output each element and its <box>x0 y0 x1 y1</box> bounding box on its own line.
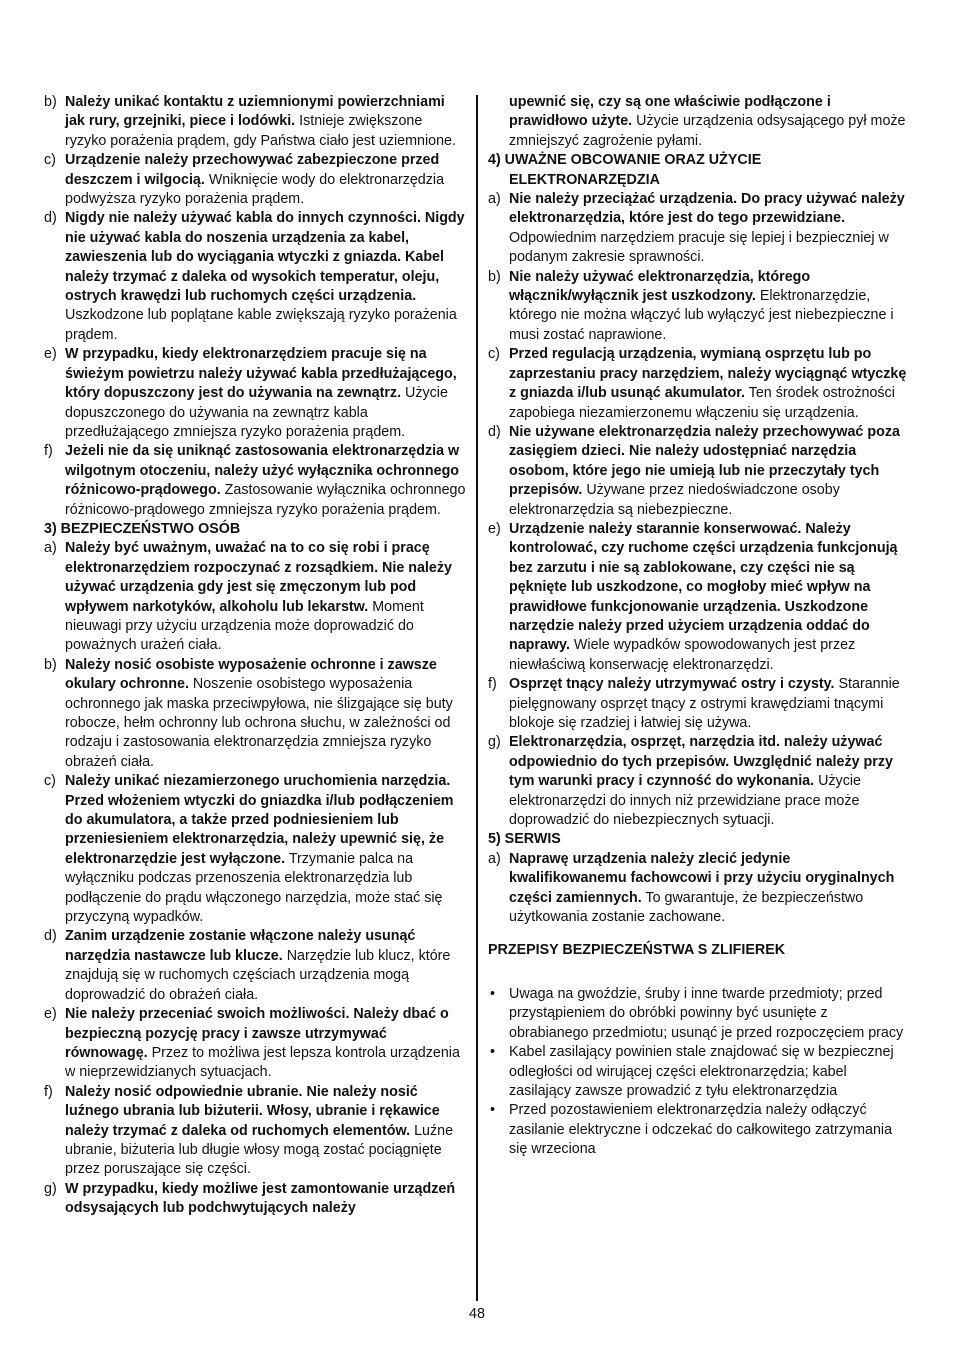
item-text: Uszkodzone lub poplątane kable zwiększają ryzyko porażenia prądem. <box>65 307 457 343</box>
item-bold-text: Nie używane elektronarzędzia należy przechowywać poza zasięgiem dzieci. Nie należy udostępniać narzędzia osobom, które jego nie umieją lub nie przeczytały tych przepisów. <box>509 423 900 499</box>
list-item <box>44 345 466 442</box>
item-bold-text: W przypadku, kiedy możliwe jest zamontowanie urządzeń odsysających lub podchwytujących należy <box>65 1180 456 1217</box>
list-item <box>44 209 466 345</box>
list-item <box>488 190 910 268</box>
item-text: Starannie pielęgnowany osprzęt tnący z ostrymi krawędziami tnącymi blokoje się rzadziej i łatwiej się używa. <box>509 676 900 731</box>
bullet-text: Przed pozostawieniem elektronarzędzia należy odłączyć zasilanie elektryczne i odczekać do całkowitego zatrzymania się wrzeciona <box>509 1102 893 1158</box>
bullet-dot-icon: • <box>490 985 496 1002</box>
list-item <box>44 151 466 209</box>
list-item <box>488 345 910 423</box>
list-item <box>488 850 910 928</box>
item-label: c) <box>488 346 500 363</box>
item-text: Noszenie osobistego wyposażenia ochronnego jak maska przeciwpyłowa, nie ślizgające się buty robocze, hełm ochronny lub ochrona słuchu, w zależności od rodzaju i zastosowania elektronarzędzia zmniejsza ryzyko obrażeń ciała. <box>65 676 453 770</box>
list-item <box>44 1083 466 1180</box>
list-item <box>488 268 910 346</box>
item-bold-text: Nigdy nie należy używać kabla do innych czynności. Nigdy nie używać kabla do noszenia urządzenia za kabel, zawieszenia lub do wyciągania wtyczki z gniazda. Kabel należy trzymać z daleka od wysokich temperatur, oleju, ostrych krawędzi lub ruchomych części urządzenia. <box>65 210 465 305</box>
item-bold-text: Nie należy używać elektronarzędzia, którego włącznik/wyłącznik jest uszkodzony. <box>509 268 811 305</box>
item-text: Używane przez niedoświadczone osoby elektronarzędzia są niebezpieczne. <box>509 482 840 518</box>
bullet-item <box>488 1101 910 1159</box>
item-text: Trzymanie palca na wyłączniku podczas przenoszenia elektronarzędzia lub podłączenie do prądu włączonego narzędzia, może stać się przyczyną wypadków. <box>65 850 443 926</box>
item-text: Użycie urządzenia odsysającego pył może zmniejszyć zagrożenie pyłami. <box>509 113 906 149</box>
section-heading: 5) SERWIS <box>488 831 561 848</box>
item-label: f) <box>44 1083 53 1100</box>
item-text: Luźne ubranie, biżuteria lub długie włosy mogą zostać pociągnięte przez poruszające się części. <box>65 1122 454 1178</box>
list-item <box>488 675 910 733</box>
list-item <box>488 423 910 520</box>
item-bold-text: upewnić się, czy są one właściwie podłączone i prawidłowo użyte. <box>509 94 831 130</box>
item-text: Odpowiednim narzędziem pracuje się lepiej i bezpieczniej w podanym zakresie sprawności. <box>509 229 889 266</box>
item-label: d) <box>44 210 57 227</box>
item-bold-text: Nie należy przeciążać urządzenia. Do pracy używać należy elektronarzędzia, które jest do tego przewidziane. <box>509 191 905 227</box>
section-heading: 4) UWAŻNE OBCOWANIE ORAZ UŻYCIE ELEKTRONARZĘDZIA <box>488 152 762 188</box>
item-text: Użycie elektronarzędzi do innych niż przewidziane prace może doprowadzić do niebezpiecznych sytuacji. <box>509 773 861 829</box>
item-bold-text: Przed regulacją urządzenia, wymianą osprzętu lub po zaprzestaniu pracy narzędziem, należy wyciągnąć wtyczkę z gniazda i/lub usunąć akumulator. <box>509 346 907 402</box>
item-label: e) <box>44 346 57 363</box>
item-bold-text: Urządzenie należy starannie konserwować. Należy kontrolować, czy ruchome części urządzenia funkcjonują bez zarzutu i nie są zablokowane, czy części nie są pęknięte lub uszkodzone, co mogłoby mieć wpływ na prawidłowe funkcjonowanie urządzenia. Uszkodzone narzędzie należy przed użyciem urządzenia oddać do naprawy. <box>509 520 898 654</box>
item-label: g) <box>488 734 501 751</box>
item-label: a) <box>488 850 501 867</box>
item-bold-text: Naprawę urządzenia należy zlecić jedynie kwalifikowanemu fachowcowi i przy użyciu oryginalnych części zamiennych. <box>509 850 895 906</box>
item-text: Moment nieuwagi przy użyciu urządzenia może doprowadzić do poważnych urażeń ciała. <box>65 598 424 654</box>
item-bold-text: Osprzęt tnący należy utrzymywać ostry i czysty. <box>509 676 835 693</box>
item-bold-text: Należy być uważnym, uważać na to co się robi i pracę elektronarzędziem rozpoczynać z rozsądkiem. Nie należy używać urządzenia gdy jest się zmęczonym lub pod wpływem narkotyków, alkoholu lub lekarstw. <box>65 540 452 615</box>
item-text: Przez to możliwa jest lepsza kontrola urządzenia w nieprzewidzianych sytuacjach. <box>65 1044 460 1081</box>
item-text: Użycie dopuszczonego do używania na zewnątrz kabla przedłużającego zmniejsza ryzyko porażenia prądem. <box>65 385 448 440</box>
grinder-safety-heading: PRZEPISY BEZPIECZEŃSTWA S ZLIFIEREK <box>488 942 786 959</box>
right-column <box>488 93 910 1160</box>
list-item <box>488 520 910 675</box>
item-label: b) <box>44 656 57 673</box>
bullet-dot-icon: • <box>490 1102 496 1119</box>
item-text: To gwarantuje, że bezpieczeństwo użytkowania zostanie zachowane. <box>509 889 864 926</box>
section-heading: 3) BEZPIECZEŃSTWO OSÓB <box>44 520 241 537</box>
list-item <box>44 1180 466 1219</box>
bullet-list <box>488 985 910 1160</box>
item-label: f) <box>44 443 53 460</box>
bullet-item <box>488 985 910 1043</box>
list-item <box>44 93 466 151</box>
item-bold-text: Jeżeli nie da się uniknąć zastosowania elektronarzędzia w wilgotnym otoczeniu, należy użyć wyłącznika ochronnego różnicowo-prądowego. <box>65 443 460 499</box>
item-label: c) <box>44 152 56 169</box>
item-label: d) <box>488 423 501 440</box>
item-label: b) <box>44 94 57 110</box>
item-bold-text: Zanim urządzenie zostanie włączone należy usunąć narzędzia nastawcze lub klucze. <box>65 928 416 964</box>
list-item-continuation <box>488 93 910 151</box>
list-item <box>44 442 466 520</box>
page-number: 48 <box>469 1306 485 1322</box>
item-bold-text: Nie należy przeceniać swoich możliwości. Należy dbać o bezpieczną pozycję pracy i zawsze utrzymywać równowagę. <box>65 1006 449 1061</box>
item-label: g) <box>44 1180 57 1197</box>
list-item <box>488 733 910 830</box>
list-item <box>44 772 466 927</box>
item-label: b) <box>488 268 501 285</box>
item-label: c) <box>44 773 56 790</box>
item-text: Narzędzie lub klucz, które znajdują się w ruchomych częściach urządzenia mogą doprowadzić do obrażeń ciała. <box>65 947 451 1003</box>
item-bold-text: Należy unikać niezamierzonego uruchomienia narzędzia. Przed włożeniem wtyczki do gniazdka i/lub podłączeniem do akumulatora, a także przed podniesieniem lub przeniesieniem elektronarzędzia, należy upewnić się, że elektronarzędzie jest wyłączone. <box>65 773 454 867</box>
list-item <box>44 539 466 655</box>
column-divider <box>476 95 478 1301</box>
item-label: e) <box>44 1006 57 1023</box>
item-text: Ten środek ostrożności zapobiega niezamierzonemu włączeniu się urządzenia. <box>509 385 895 421</box>
list-item <box>44 1005 466 1083</box>
item-label: a) <box>44 540 57 557</box>
bullet-text: Uwaga na gwoździe, śruby i inne twarde przedmioty; przed przystąpieniem do obróbki powinny być usunięte z obrabianego przedmiotu; usunąć je przed rozpoczęciem pracy <box>509 985 904 1041</box>
list-item <box>44 656 466 772</box>
item-label: f) <box>488 676 497 693</box>
item-bold-text: Urządzenie należy przechowywać zabezpieczone przed deszczem i wilgocią. <box>65 152 440 188</box>
item-text: Wniknięcie wody do elektronarzędzia podwyższa ryzyko porażenia prądem. <box>65 171 445 208</box>
item-text: Elektronarzędzie, którego nie można włączyć lub wyłączyć jest niebezpieczne i musi zostać naprawione. <box>509 288 894 343</box>
list-item <box>44 927 466 1005</box>
item-bold-text: Elektronarzędzia, osprzęt, narzędzia itd. należy używać odpowiednio do tych przepisów. Uwzględnić należy przy tym warunki pracy i czynność do wykonania. <box>509 734 893 790</box>
item-label: e) <box>488 520 501 537</box>
left-column <box>44 93 466 1219</box>
bullet-dot-icon: • <box>490 1044 496 1061</box>
item-label: d) <box>44 928 57 945</box>
bullet-text: Kabel zasilający powinien stale znajdować się w bezpiecznej odległości od wirującej części elektronarzędzia; kabel zasilający zawsze prowadzić z tyłu elektronarzędzia <box>509 1044 894 1099</box>
item-bold-text: Należy nosić odpowiednie ubranie. Nie należy nosić luźnego ubrania lub biżuterii. Włosy, ubranie i rękawice należy trzymać z daleka od ruchomych elementów. <box>65 1083 440 1139</box>
item-text: Istnieje zwiększone ryzyko porażenia prądem, gdy Państwa ciało jest uziemnione. <box>65 113 456 149</box>
item-bold-text: Należy unikać kontaktu z uziemnionymi powierzchniami jak rury, grzejniki, piece i lodówki. <box>65 94 445 130</box>
item-text: Wiele wypadków spowodowanych jest przez niewłaściwą konserwację elektronarzędzi. <box>509 637 856 673</box>
item-bold-text: Należy nosić osobiste wyposażenie ochronne i zawsze okulary ochronne. <box>65 656 437 693</box>
item-bold-text: W przypadku, kiedy elektronarzędziem pracuje się na świeżym powietrzu należy używać kabla przedłużającego, który dopuszczony jest do używania na zewnątrz. <box>65 346 457 402</box>
bullet-item <box>488 1043 910 1101</box>
item-text: Zastosowanie wyłącznika ochronnego różnicowo-prądowego zmniejsza ryzyko porażenia prądem. <box>65 482 466 518</box>
item-label: a) <box>488 191 501 208</box>
